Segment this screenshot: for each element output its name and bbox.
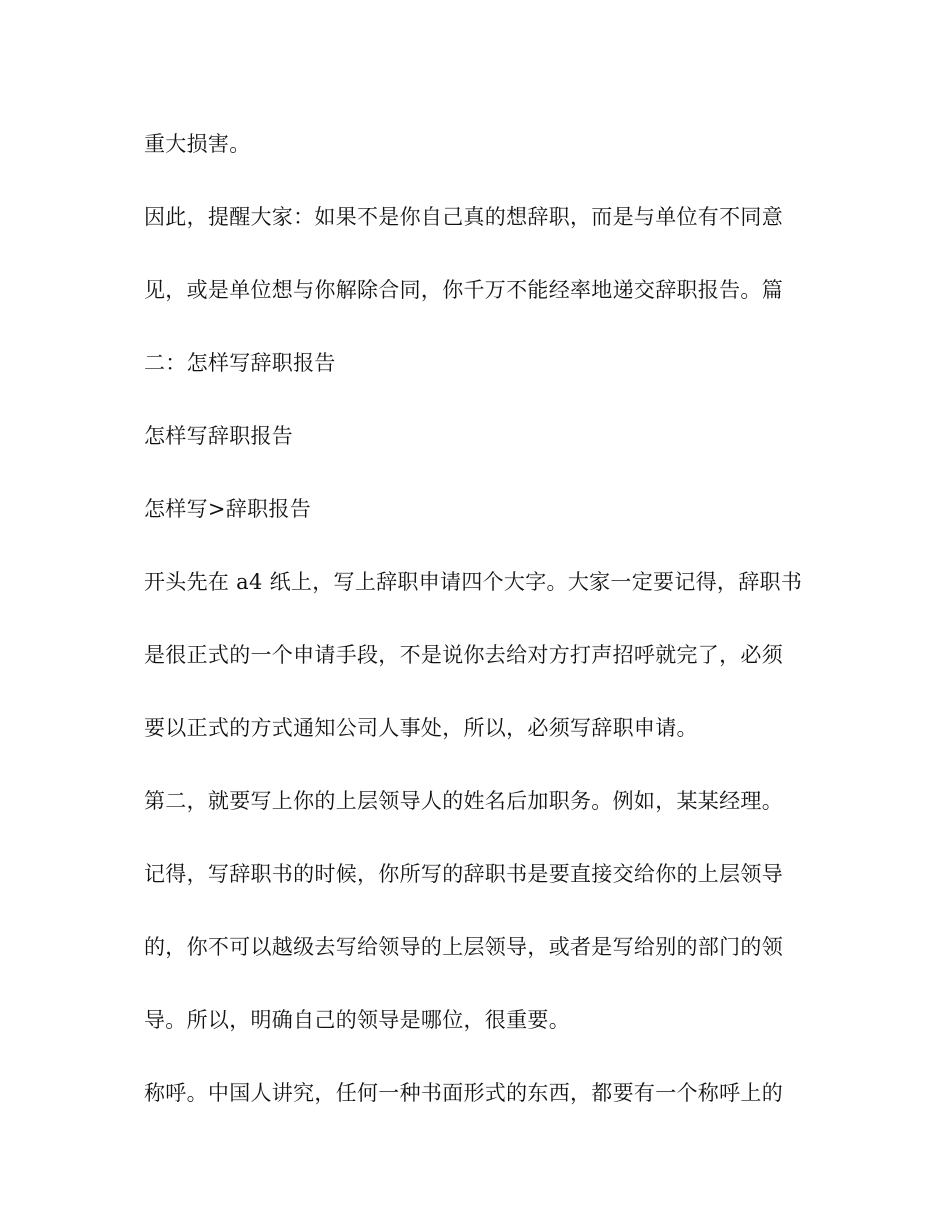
- text-line: 要以正式的方式通知公司人事处，所以，必须写辞职申请。: [144, 716, 698, 740]
- text-line: 开头先在 a4 纸上，写上辞职申请四个大字。大家一定要记得，辞职书: [144, 570, 803, 594]
- text-line: 导。所以，明确自己的领导是哪位，很重要。: [144, 1008, 570, 1032]
- text-line: 第二，就要写上你的上层领导人的姓名后加职务。例如，某某经理。: [144, 789, 783, 813]
- text-line: 见，或是单位想与你解除合同，你千万不能经率地递交辞职报告。篇: [144, 278, 783, 302]
- text-line: 是很正式的一个申请手段，不是说你去给对方打声招呼就完了，必须: [144, 643, 783, 667]
- text-line: 重大损害。: [144, 132, 251, 156]
- text-line: 记得，写辞职书的时候，你所写的辞职书是要直接交给你的上层领导: [144, 862, 783, 886]
- text-line: 称呼。中国人讲究，任何一种书面形式的东西，都要有一个称呼上的: [144, 1081, 783, 1105]
- text-line: 怎样写辞职报告: [144, 424, 294, 448]
- text-line: 怎样写>辞职报告: [144, 497, 311, 521]
- text-line: 的，你不可以越级去写给领导的上层领导，或者是写给别的部门的领: [144, 935, 783, 959]
- text-line: 因此，提醒大家：如果不是你自己真的想辞职，而是与单位有不同意: [144, 205, 783, 229]
- document-body: [144, 124, 808, 1146]
- text-line: 二：怎样写辞职报告: [144, 351, 336, 375]
